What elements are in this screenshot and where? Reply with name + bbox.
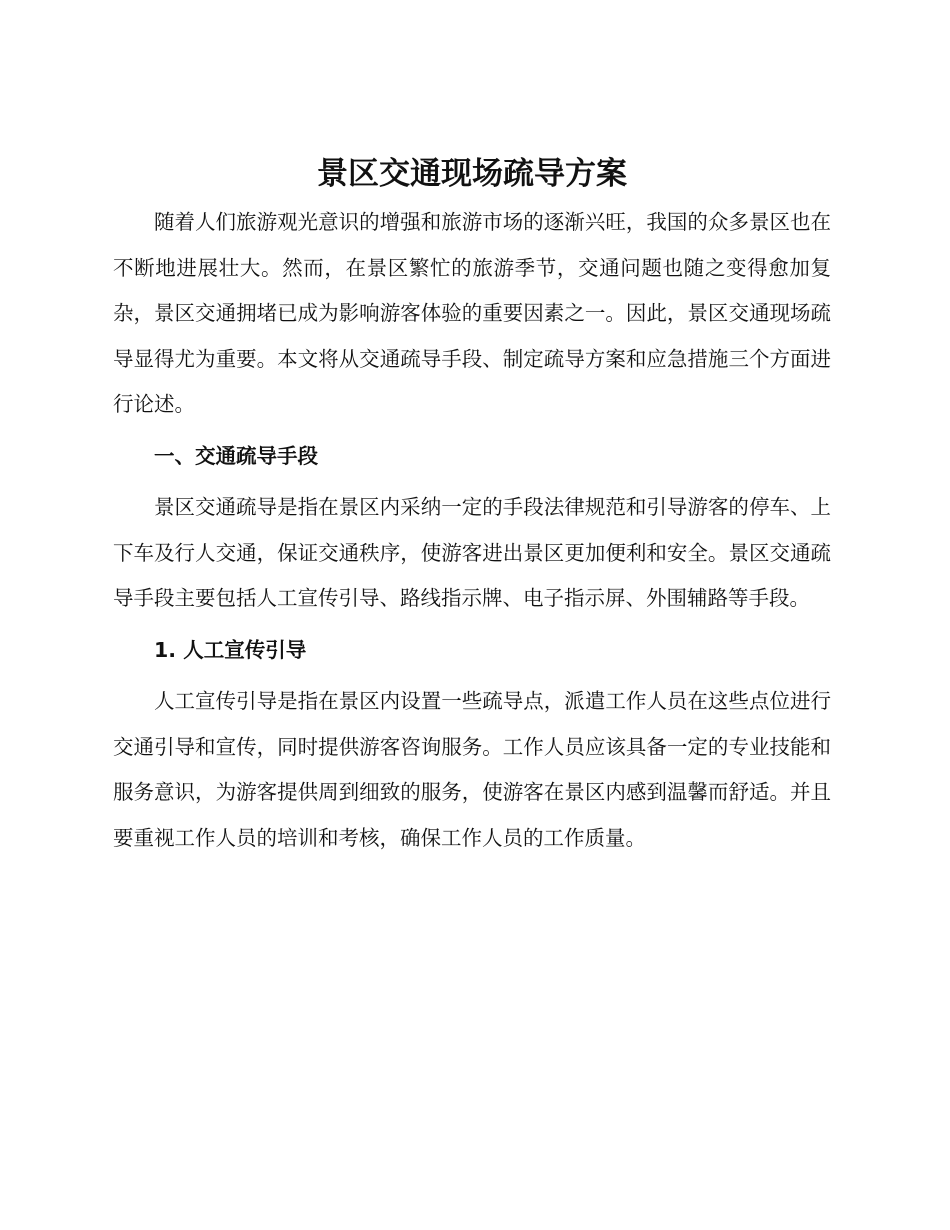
intro-paragraph: 随着人们旅游观光意识的增强和旅游市场的逐渐兴旺，我国的众多景区也在不断地进展壮大。然而，在景区繁忙的旅游季节，交通问题也随之变得愈加复杂，景区交通拥堵已成为影响游客体验的重要因素之一。因此，景区交通现场疏导显得尤为重要。本文将从交通疏导手段、制定疏导方案和应急措施三个方面进行论述。 — [113, 210, 831, 416]
subsection-heading: 1. 人工宣传引导 — [154, 637, 307, 662]
section-paragraph: 景区交通疏导是指在景区内采纳一定的手段法律规范和引导游客的停车、上下车及行人交通，保证交通秩序，使游客进出景区更加便利和安全。景区交通疏导手段主要包括人工宣传引导、路线指示牌、电子指示屏、外围辅路等手段。 — [113, 495, 831, 610]
section-heading: 一、交通疏导手段 — [154, 443, 318, 468]
document-title: 景区交通现场疏导方案 — [317, 156, 627, 192]
subsection-paragraph: 人工宣传引导是指在景区内设置一些疏导点，派遣工作人员在这些点位进行交通引导和宣传，同时提供游客咨询服务。工作人员应该具备一定的专业技能和服务意识，为游客提供周到细致的服务，使游客在景区内感到温馨而舒适。并且要重视工作人员的培训和考核，确保工作人员的工作质量。 — [113, 689, 831, 850]
document-body — [113, 148, 831, 861]
